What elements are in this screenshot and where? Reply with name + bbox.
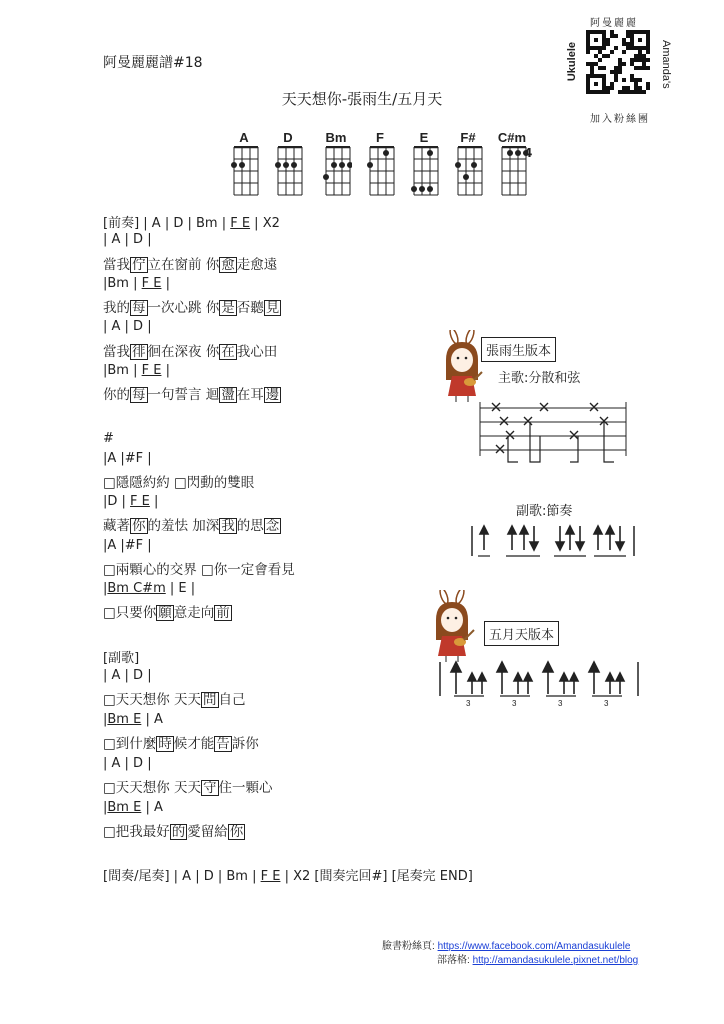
- chord-name: D: [283, 130, 293, 145]
- chord-name: F: [376, 130, 384, 145]
- chord-c-sharp-m: [496, 130, 528, 198]
- chord-line: |Bm | F E |: [103, 276, 170, 291]
- chord-f-sharp: [452, 130, 484, 198]
- lyric-line: 當我 徘 徊在深夜 你 在 我心田: [103, 344, 278, 360]
- chord-line: |D | F E |: [103, 494, 159, 509]
- chord-name: Bm: [325, 130, 347, 145]
- strum-pattern-2: [434, 656, 644, 708]
- triplet-mark: 3: [558, 699, 563, 708]
- chorus-pattern-label: 副歌:節奏: [516, 504, 573, 519]
- chord-grid: [320, 146, 352, 198]
- qr-right-label: Amanda's: [660, 40, 672, 89]
- chord-line: |A |#F |: [103, 538, 152, 553]
- chord-name: F#: [460, 130, 476, 145]
- lyric-line: 我的 每 一次心跳 你 是 否聽 見: [103, 300, 280, 316]
- chord-f: [364, 130, 396, 198]
- chord-line: |Bm E | A: [103, 712, 163, 727]
- chord-line: |Bm C#m | E |: [103, 581, 196, 596]
- chord-grid: [408, 146, 440, 198]
- version-label-zhang: 張雨生版本: [481, 337, 556, 362]
- chord-line: | A | D |: [103, 319, 152, 334]
- song-title: 天天想你-張雨生/五月天: [281, 90, 443, 108]
- sheet-id: 阿曼麗麗譜#18: [103, 55, 203, 71]
- chord-grid: [228, 146, 260, 198]
- chord-e: [408, 130, 440, 198]
- chord-line: |Bm | F E |: [103, 363, 170, 378]
- verse-pattern-label: 主歌:分散和弦: [498, 371, 581, 386]
- chord-line: | A | D |: [103, 756, 152, 771]
- chord-grid: [452, 146, 484, 198]
- triplet-mark: 3: [466, 699, 471, 708]
- tab-pattern: [466, 398, 632, 464]
- version-label-mayday: 五月天版本: [484, 621, 559, 646]
- girl-illustration-1: [440, 330, 486, 404]
- lyric-line: □只要你 願 意走向 前: [103, 605, 230, 621]
- lyric-line: □天天想你 天天 守 住一顆心: [103, 780, 273, 796]
- intro-line: [前奏] | A | D | Bm | F E | X2: [103, 216, 280, 231]
- fret-number: 4: [524, 146, 533, 160]
- triplet-mark: 3: [512, 699, 517, 708]
- chord-name: C#m: [497, 130, 527, 145]
- chord-name: A: [239, 130, 249, 145]
- lyric-line: 當我 佇 立在窗前 你 愈 走愈遠: [103, 257, 278, 273]
- blog-link[interactable]: http://amandasukulele.pixnet.net/blog: [472, 955, 639, 966]
- facebook-label: 臉書粉絲頁:: [382, 941, 435, 952]
- qr-left-label: Ukulele: [566, 42, 578, 82]
- lyric-line: □到什麼 時 候才能 告 訴你: [103, 736, 259, 752]
- lyric-line: 藏著 你 的羞怯 加深 我 的思 念: [103, 518, 280, 534]
- facebook-link[interactable]: https://www.facebook.com/Amandasukulele: [437, 941, 631, 952]
- interlude-line: [間奏/尾奏] | A | D | Bm | F E | X2 [間奏完回#] [尾奏完 END]: [103, 869, 473, 884]
- lyric-line: □天天想你 天天 問 自己: [103, 692, 246, 708]
- chord-bm: [320, 130, 352, 198]
- chord-grid: [364, 146, 396, 198]
- strum-pattern-1: [466, 520, 642, 562]
- chord-line: |Bm E | A: [103, 800, 163, 815]
- qr-bottom-label: 加入粉絲團: [590, 114, 650, 125]
- lyric-line: 你的 每 一句誓言 迴 盪 在耳 邊: [103, 387, 280, 403]
- chord-line: | A | D |: [103, 668, 152, 683]
- blog-label: 部落格:: [437, 955, 470, 966]
- chord-d: [272, 130, 304, 198]
- chord-line: |A |#F |: [103, 451, 152, 466]
- triplet-mark: 3: [604, 699, 609, 708]
- lyric-line: □隱隱約約 □閃動的雙眼: [103, 475, 255, 491]
- lyric-line: □兩顆心的交界 □你一定會看見: [103, 562, 295, 578]
- chord-name: E: [419, 130, 429, 145]
- girl-illustration-2: [428, 590, 478, 664]
- lyric-line: □把我最好 的 愛留給 你: [103, 824, 244, 840]
- chord-grid: [272, 146, 304, 198]
- qr-top-label: 阿曼麗麗: [590, 18, 638, 29]
- section-mark: #: [103, 431, 114, 446]
- chord-line: | A | D |: [103, 232, 152, 247]
- chord-a: [228, 130, 260, 198]
- section-chorus-label: [副歌]: [103, 651, 140, 666]
- facebook-link-row: [382, 937, 630, 952]
- blog-link-row: [437, 951, 638, 966]
- qr-code[interactable]: [586, 30, 650, 94]
